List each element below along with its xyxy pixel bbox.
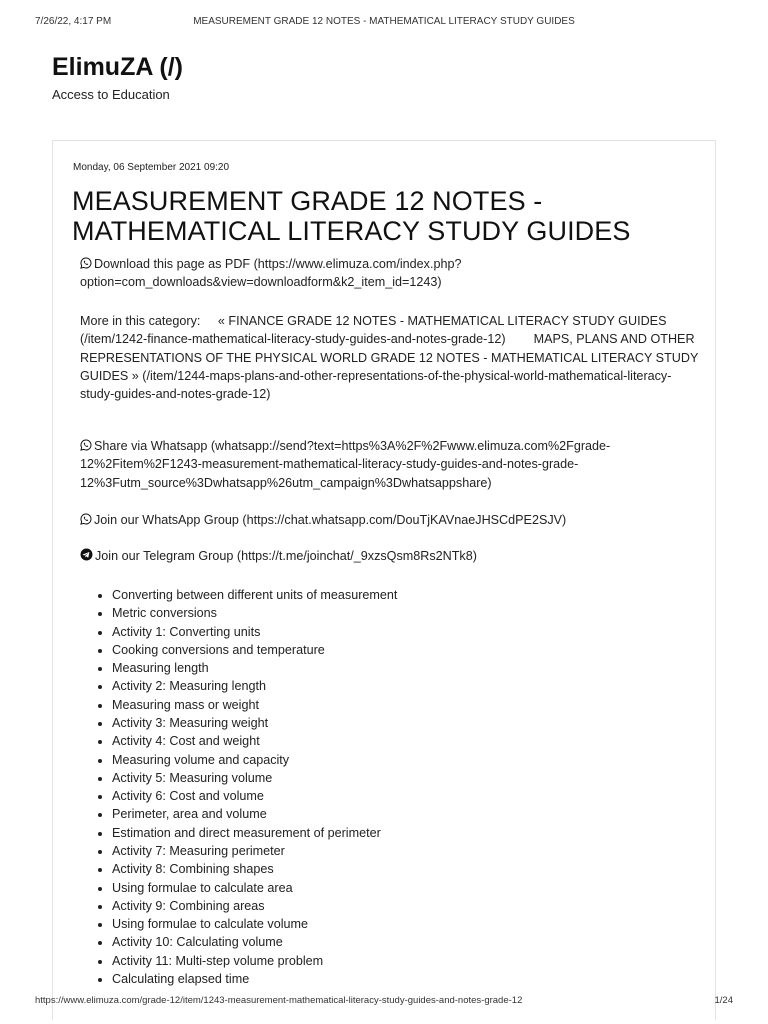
topic-list-item: • Using formulae to calculate volume [112,915,397,933]
topic-list-item: • Activity 10: Calculating volume [112,933,397,951]
print-datetime: 7/26/22, 4:17 PM [35,16,112,27]
topic-list-item: • Estimation and direct measurement of perimeter [112,824,397,842]
article-date: Monday, 06 September 2021 09:20 [73,162,230,173]
topics-list [92,586,397,988]
topic-list-item: • Perimeter, area and volume [112,805,397,823]
topic-list-item: • Measuring mass or weight [112,696,397,714]
download-pdf-link[interactable] [80,255,700,292]
join-whatsapp-link[interactable] [80,511,700,529]
topic-list-item: • Activity 8: Combining shapes [112,860,397,878]
print-page-title: MEASUREMENT GRADE 12 NOTES - MATHEMATICAL LITERACY STUDY GUIDES [193,16,575,27]
print-header [35,16,733,30]
category-label: More in this category: [80,314,201,328]
topic-list-item: • Activity 2: Measuring length [112,677,397,695]
whatsapp-icon [80,439,92,451]
topic-list-item: • Activity 4: Cost and weight [112,732,397,750]
print-url: https://www.elimuza.com/grade-12/item/1243-measurement-mathematical-literacy-study-guides-and-notes-grade-12 [35,995,523,1006]
next-article-link[interactable]: MAPS, PLANS AND OTHER REPRESENTATIONS OF THE PHYSICAL WORLD GRADE 12 NOTES - MATHEMATICAL LITERACY STUDY GUIDES » (/item/1244-maps-plans-and-other-representations-of-the-physical-world-mathematical-literacy-study-guides-and-notes-grade-12) [80,332,699,402]
topic-list-item: • Activity 7: Measuring perimeter [112,842,397,860]
topic-list-item: • Measuring volume and capacity [112,751,397,769]
topic-list-item: • Activity 5: Measuring volume [112,769,397,787]
telegram-icon [80,548,93,561]
topic-list-item: • Measuring length [112,659,397,677]
topic-list-item: • Activity 11: Multi-step volume problem [112,952,397,970]
whatsapp-icon [80,257,92,269]
article-title: MEASUREMENT GRADE 12 NOTES - MATHEMATICAL LITERACY STUDY GUIDES [72,186,631,246]
topic-list-item: • Cooking conversions and temperature [112,641,397,659]
join-telegram-link[interactable] [80,547,700,565]
print-footer [35,995,733,1009]
share-whatsapp-link[interactable] [80,437,700,492]
download-pdf-text: Download this page as PDF (https://www.elimuza.com/index.php?option=com_downloads&view=downloadform&k2_item_id=1243) [80,257,462,290]
topic-list-item: • Activity 9: Combining areas [112,897,397,915]
whatsapp-icon [80,513,92,525]
site-header [52,52,183,102]
topic-list-item: • Metric conversions [112,604,397,622]
topic-list-item: • Activity 6: Cost and volume [112,787,397,805]
category-nav [80,312,700,403]
topic-list-item: • Converting between different units of measurement [112,586,397,604]
topic-list-item: • Using formulae to calculate area [112,879,397,897]
site-title-link[interactable]: ElimuZA (/) [52,53,184,81]
topic-list-item: • Calculating elapsed time [112,970,397,988]
prev-article-link[interactable]: « FINANCE GRADE 12 NOTES - MATHEMATICAL LITERACY STUDY GUIDES (/item/1242-finance-mathematical-literacy-study-guides-and-notes-grade-12) [80,314,667,347]
print-page-number: 1/24 [714,995,733,1006]
topic-list-item: • Activity 3: Measuring weight [112,714,397,732]
site-tagline: Access to Education [52,87,170,102]
article-card [52,140,716,1020]
join-telegram-text: Join our Telegram Group (https://t.me/joinchat/_9xzsQsm8Rs2NTk8) [95,549,477,563]
topic-list-item: • Activity 1: Converting units [112,623,397,641]
join-whatsapp-text: Join our WhatsApp Group (https://chat.whatsapp.com/DouTjKAVnaeJHSCdPE2SJV) [94,513,567,527]
share-whatsapp-text: Share via Whatsapp (whatsapp://send?text=https%3A%2F%2Fwww.elimuza.com%2Fgrade-12%2Fitem%2F1243-measurement-mathematical-literacy-study-guides-and-notes-grade-12%3Futm_source%3Dwhatsapp%26utm_campaign%3Dwhatsappshare) [80,439,611,490]
